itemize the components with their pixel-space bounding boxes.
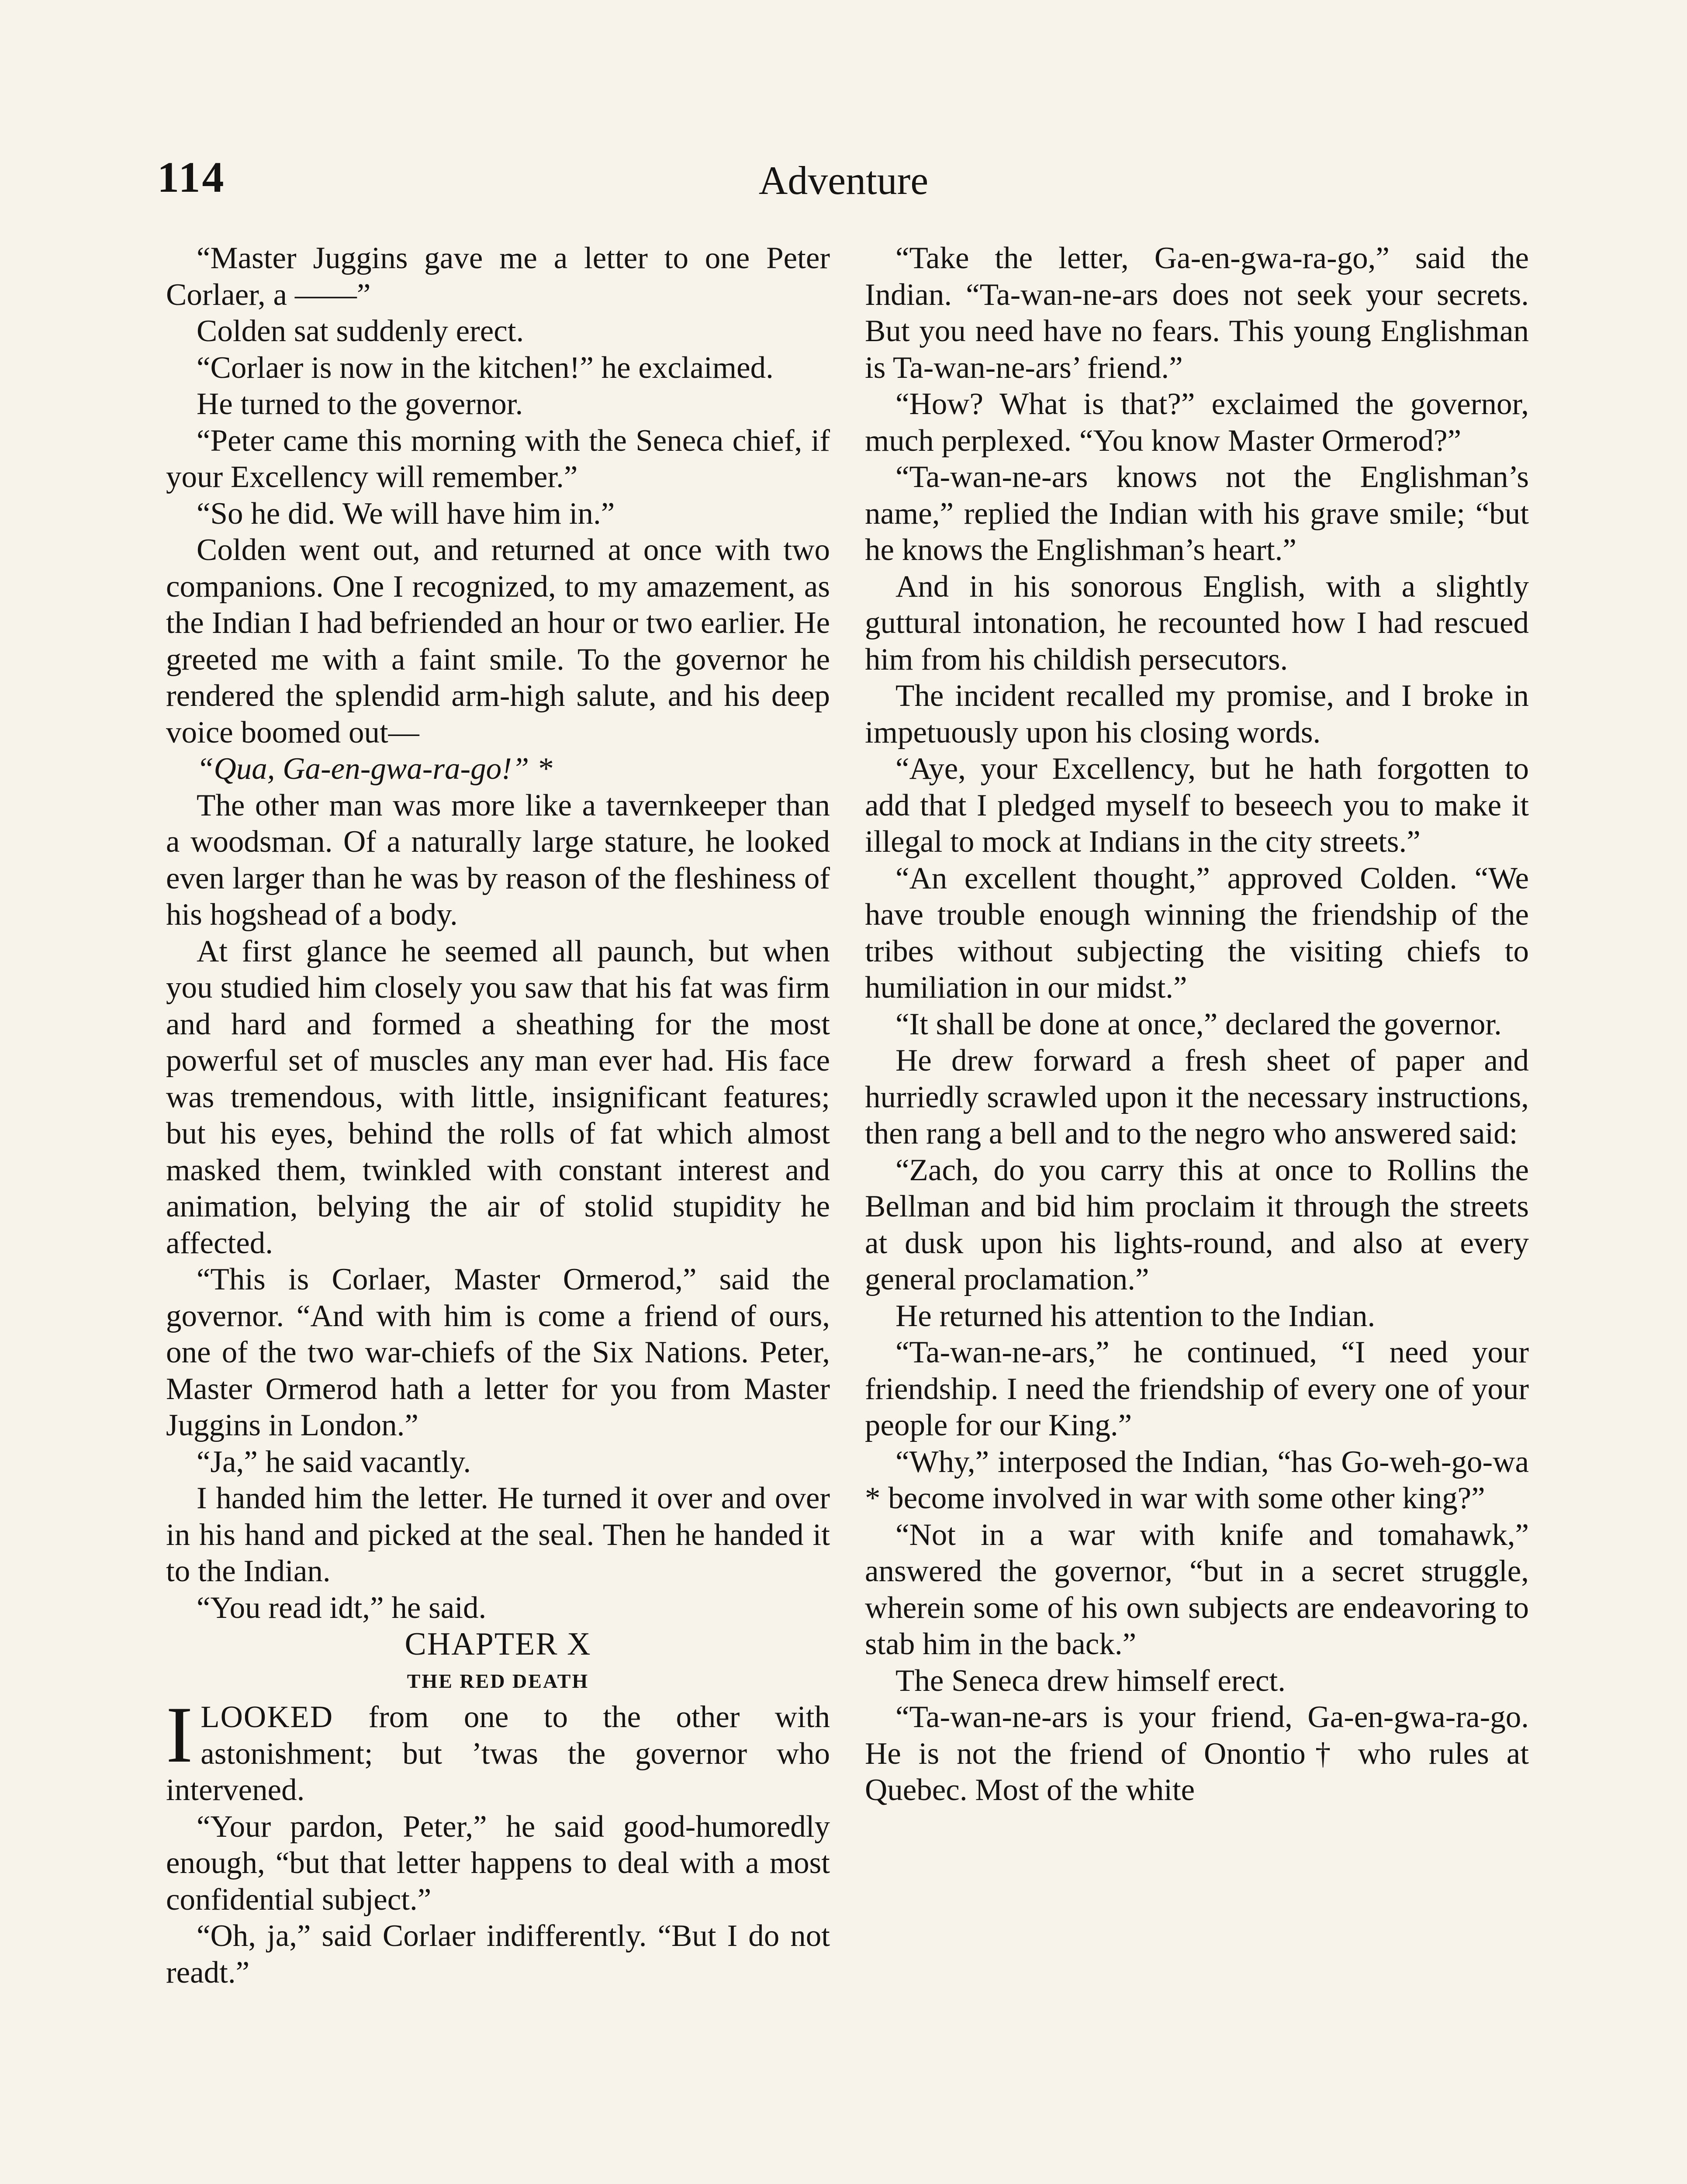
- paragraph: “Oh, ja,” said Corlaer indifferently. “But I do not readt.”: [166, 1919, 830, 1990]
- paragraph: He returned his attention to the Indian.: [895, 1299, 1376, 1333]
- paragraph: The Seneca drew himself erect.: [895, 1663, 1286, 1698]
- paragraph: At first glance he seemed all paunch, but when you studied him closely you saw that his fat was firm and hard and formed a sheathing for the most powerful set of muscles any man ever had. His face was tremendous, with little, insignificant features; but his eyes, behind the rolls of fat which almost masked them, twinkled with constant interest and animation, belying the air of stolid stupidity he affected.: [166, 934, 830, 1260]
- paragraph: “You read idt,” he said.: [197, 1590, 487, 1625]
- paragraph: “Ja,” he said vacantly.: [197, 1444, 471, 1479]
- paragraph: “Why,” interposed the Indian, “has Go-weh-go-wa * become involved in war with some other king?”: [865, 1444, 1529, 1515]
- paragraph: Colden went out, and returned at once with two companions. One I recognized, to my amazement, as the Indian I had befriended an hour or two earlier. He greeted me with a faint smile. To the governor he rendered the splendid arm-high salute, and his deep voice boomed out—: [166, 533, 830, 750]
- paragraph: “So he did. We will have him in.”: [197, 496, 615, 531]
- paragraph: “It shall be done at once,” declared the governor.: [895, 1007, 1502, 1041]
- chapter-opening-paragraph: [166, 1690, 830, 1809]
- opening-text: from one to the other with astonishment; but ’twas the governor who intervened.: [166, 1700, 830, 1807]
- paragraph: “Ta-wan-ne-ars knows not the Englishman’s name,” replied the Indian with his grave smile; “but he knows the Englishman’s heart.”: [865, 460, 1529, 567]
- paragraph: “Not in a war with knife and tomahawk,” answered the governor, “but in a secret struggle, wherein some of his own subjects are endeavoring to stab him in the back.”: [865, 1517, 1529, 1661]
- paragraph: “Your pardon, Peter,” he said good-humoredly enough, “but that letter happens to deal with a most confidential subject.”: [166, 1809, 830, 1917]
- paragraph: “How? What is that?” exclaimed the governor, much perplexed. “You know Master Ormerod?”: [865, 387, 1529, 458]
- paragraph: “Ta-wan-ne-ars is your friend, Ga-en-gwa-ra-go. He is not the friend of Onontio† who rules at Quebec. Most of the white: [865, 1700, 1529, 1807]
- right-column: [865, 240, 1529, 1809]
- paragraph: “Ta-wan-ne-ars,” he continued, “I need your friendship. I need the friendship of every one of your people for our King.”: [865, 1335, 1529, 1442]
- paragraph: “Aye, your Excellency, but he hath forgotten to add that I pledged myself to beseech you to make it illegal to mock at Indians in the city streets.”: [865, 752, 1529, 859]
- paragraph: He turned to the governor.: [197, 387, 523, 421]
- page-number: 114: [157, 153, 226, 201]
- drop-cap: I: [166, 1690, 193, 1779]
- paragraph: “This is Corlaer, Master Ormerod,” said the governor. “And with him is come a friend of ours, one of the two war-chiefs of the Six Nations. Peter, Master Ormerod hath a letter for you from Master Juggins in London.”: [166, 1262, 830, 1442]
- left-column: [166, 240, 830, 1991]
- opening-smallcaps: LOOKED: [201, 1700, 334, 1734]
- paragraph: I handed him the letter. He turned it over and over in his hand and picked at the seal. Then he handed it to the Indian.: [166, 1481, 830, 1588]
- chapter-subtitle: THE RED DEATH: [407, 1669, 589, 1692]
- paragraph: “Peter came this morning with the Seneca chief, if your Excellency will remember.”: [166, 423, 830, 494]
- paragraph: The incident recalled my promise, and I broke in impetuously upon his closing words.: [865, 679, 1529, 750]
- chapter-title: CHAPTER X: [404, 1626, 591, 1662]
- paragraph: “Master Juggins gave me a letter to one Peter Corlaer, a ——”: [166, 241, 830, 312]
- paragraph: “Zach, do you carry this at once to Rollins the Bellman and bid him proclaim it through the streets at dusk upon his lights-round, and also at every general proclamation.”: [865, 1153, 1529, 1296]
- paragraph: He drew forward a fresh sheet of paper and hurriedly scrawled upon it the necessary instructions, then rang a bell and to the negro who answered said:: [865, 1044, 1529, 1151]
- paragraph: “An excellent thought,” approved Colden. “We have trouble enough winning the friendship of the tribes without subjecting the visiting chiefs to humiliation in our midst.”: [865, 861, 1529, 1005]
- paragraph: The other man was more like a tavernkeeper than a woodsman. Of a naturally large stature, he looked even larger than he was by reason of the fleshiness of his hogshead of a body.: [166, 788, 830, 932]
- running-head: Adventure: [758, 158, 929, 203]
- paragraph: And in his sonorous English, with a slightly guttural intonation, he recounted how I had rescued him from his childish persecutors.: [865, 569, 1529, 677]
- paragraph: Colden sat suddenly erect.: [197, 314, 524, 348]
- paragraph: “Corlaer is now in the kitchen!” he exclaimed.: [197, 350, 774, 385]
- seneca-greeting: “Qua, Ga-en-gwa-ra-go!” *: [197, 752, 553, 786]
- paragraph: “Take the letter, Ga-en-gwa-ra-go,” said the Indian. “Ta-wan-ne-ars does not seek your secrets. But you need have no fears. This young Englishman is Ta-wan-ne-ars’ friend.”: [865, 241, 1529, 385]
